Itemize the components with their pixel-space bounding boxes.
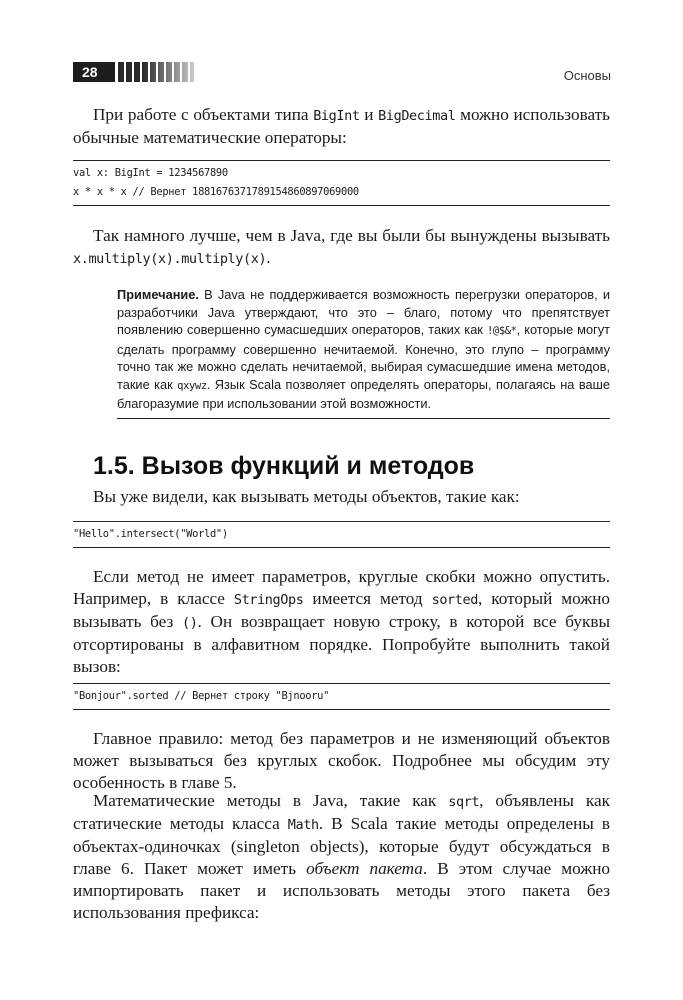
inline-code-sqrt: sqrt xyxy=(448,794,480,810)
note-label: Примечание. xyxy=(117,287,199,302)
note-box: Примечание. В Java не поддерживается возможность перегрузки операторов, и разработчики Java утверждают, что это – благо, потому что препятствует появлению совершенно сумасшедших операторов, таких как !@$&*, которые могут сделать программу совершенно нечитаемой. Конечно, это глупо – программу точно так же можно сделать нечитаемой, выбирая сумасшедшие имена методов, такие как qxywz. Язык Scala позволяет определять операторы, полагаясь на ваше благоразумие при использовании этой возможности. xyxy=(117,286,610,419)
inline-code-sorted: sorted xyxy=(431,592,478,608)
paragraph-bigint-intro: При работе с объектами типа BigInt и BigDecimal можно использовать обычные математические операторы: xyxy=(73,105,610,147)
inline-code-operator: !@$&* xyxy=(486,325,517,337)
code-block-intersect xyxy=(73,521,610,548)
code-block-sorted xyxy=(73,683,610,710)
code-line: val x: BigInt = 1234567890 xyxy=(73,167,228,179)
section-heading: 1.5. Вызов функций и методов xyxy=(93,452,475,480)
inline-code-bigdecimal: BigDecimal xyxy=(378,108,456,124)
running-header-section: Основы xyxy=(563,68,611,83)
inline-code-qxywz: qxywz xyxy=(177,379,207,392)
header-stripe-decoration xyxy=(118,62,194,82)
paragraph-main-rule: Главное правило: метод без параметров и не изменяющий объектов может вызываться без круглых скобок. Подробнее мы обсудим эту особенность в главе 5. xyxy=(73,729,610,792)
paragraph-parentheses: Если метод не имеет параметров, круглые скобки можно опустить. Например, в классе StringOps имеется метод sorted, который можно вызывать без (). Он возвращает новую строку, в которой все буквы отсортированы в алфавитном порядке. Попробуйте выполнить такой вызов: xyxy=(73,567,610,676)
paragraph-math-methods: Математические методы в Java, такие как sqrt, объявлены как статические методы класса Math. В Scala такие методы определены в объектах-одиночках (singleton objects), которые будут обсуждаться в главе 6. Пакет может иметь объект пакета. В этом случае можно импортировать пакет и использовать методы этого пакета без использования префикса: xyxy=(73,791,610,922)
paragraph-calling-methods: Вы уже видели, как вызывать методы объектов, такие как: xyxy=(93,487,520,506)
inline-code-math: Math xyxy=(287,817,319,833)
inline-code-stringops: StringOps xyxy=(233,592,304,608)
code-line: x * x * x // Вернет 1881676371789154860897069000 xyxy=(73,186,359,198)
emphasis-package-object: объект пакета xyxy=(306,859,423,878)
inline-code-parens: () xyxy=(182,615,198,631)
inline-code-multiply: x.multiply(x).multiply(x) xyxy=(73,251,267,267)
code-line: "Hello".intersect("World") xyxy=(73,528,228,540)
code-line: "Bonjour".sorted // Вернет строку "Bjnooru" xyxy=(73,690,330,702)
page-number: 28 xyxy=(73,62,115,82)
inline-code-bigint: BigInt xyxy=(313,108,360,124)
code-block-bigint xyxy=(73,160,610,206)
paragraph-java-comparison: Так намного лучше, чем в Java, где вы были бы вынуждены вызывать x.multiply(x).multiply(x). xyxy=(73,226,610,267)
